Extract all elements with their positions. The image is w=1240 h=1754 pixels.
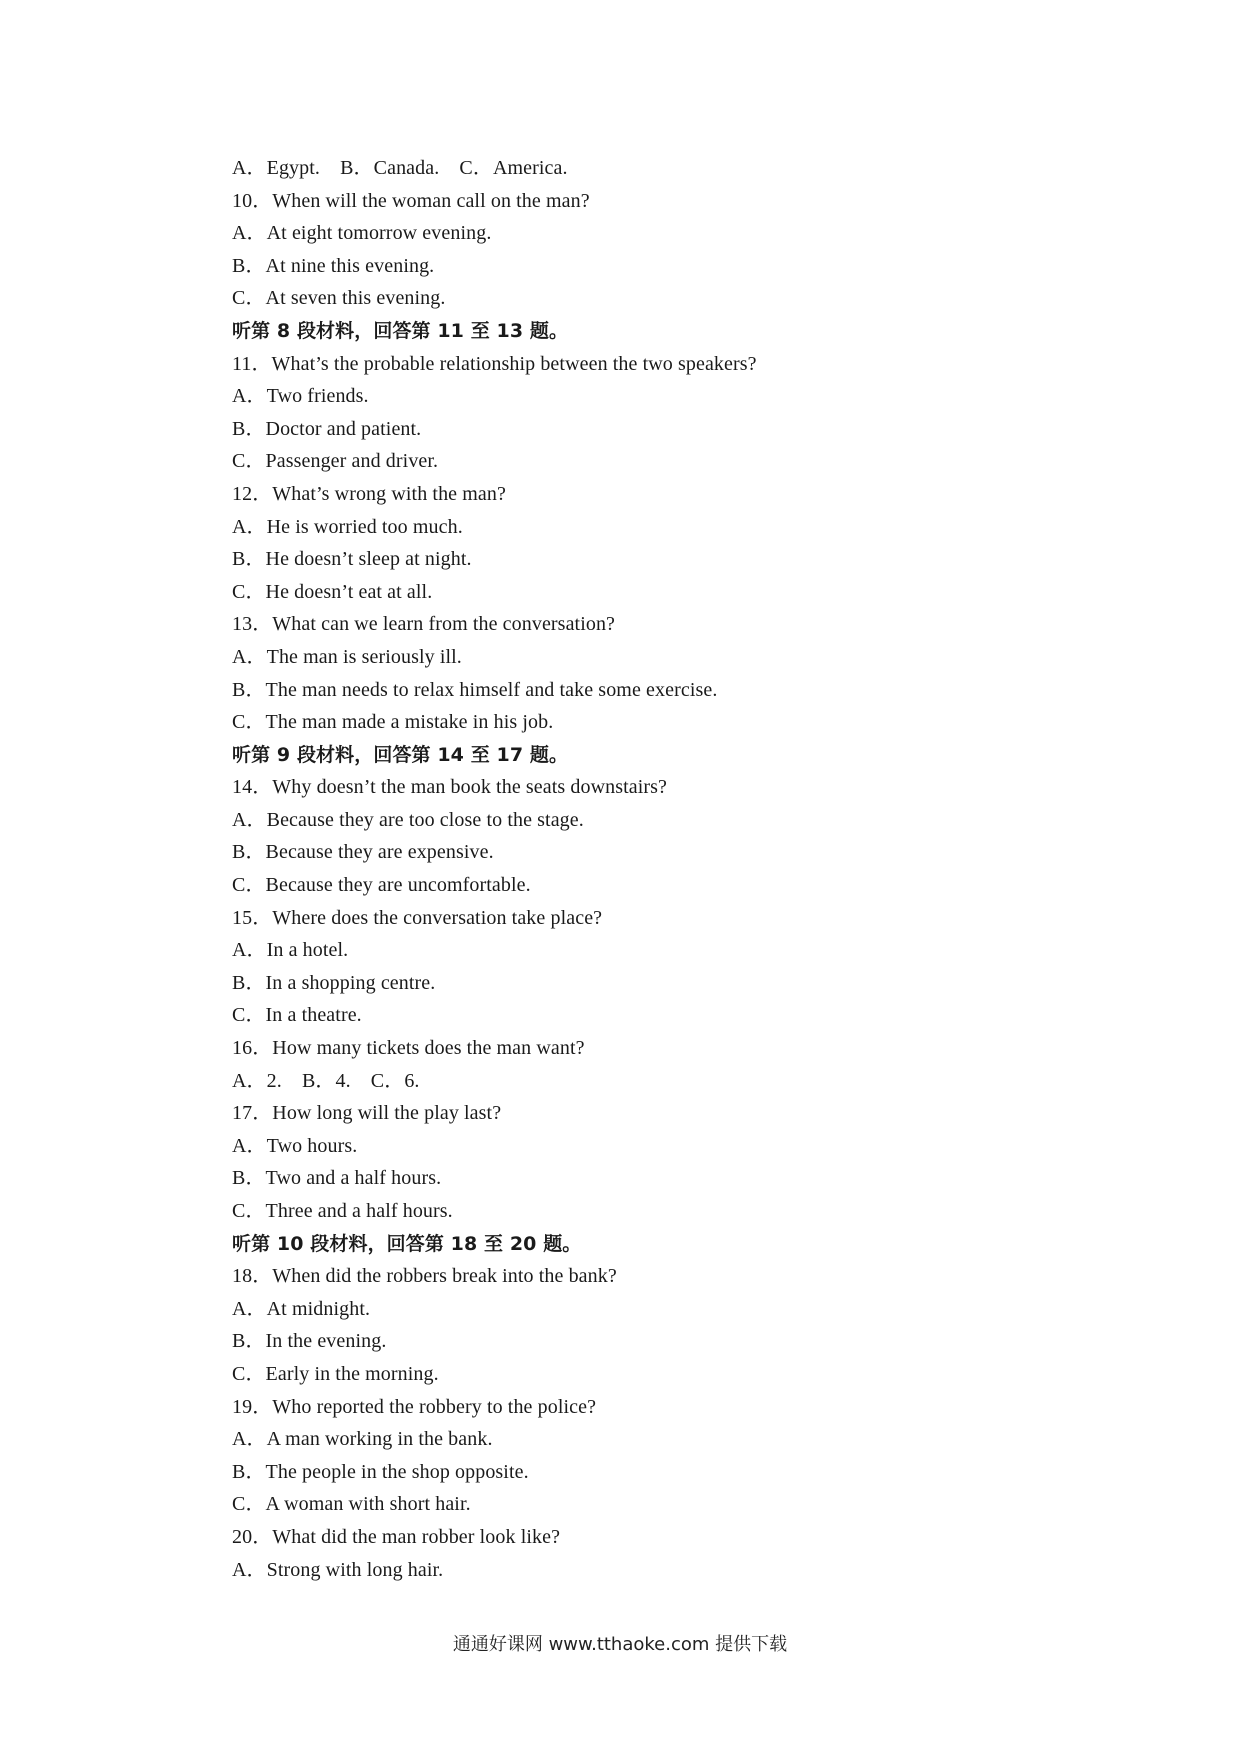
question-text: 18．When did the robbers break into the bank? bbox=[232, 1265, 617, 1288]
answer-option: A．Two friends. bbox=[232, 385, 369, 408]
answer-option: B．He doesn’t sleep at night. bbox=[232, 548, 472, 571]
answer-option: C．The man made a mistake in his job. bbox=[232, 711, 554, 734]
exam-page bbox=[232, 152, 1152, 1586]
answer-option: B．In a shopping centre. bbox=[232, 971, 436, 994]
answer-option: C．Three and a half hours. bbox=[232, 1200, 453, 1222]
answer-option: B．Two and a half hours. bbox=[232, 1167, 442, 1190]
section-heading: 听第 10 段材料，回答第 18 至 20 题。 bbox=[232, 1232, 582, 1255]
section-heading: 听第 9 段材料，回答第 14 至 17 题。 bbox=[232, 743, 569, 766]
answer-option: A．He is worried too much. bbox=[232, 515, 463, 538]
footer-watermark: 通通好课网 www.tthaoke.com 提供下载 bbox=[452, 1634, 788, 1655]
answer-option: C．Because they are uncomfortable. bbox=[232, 874, 531, 897]
answer-option: A．A man working in the bank. bbox=[232, 1428, 493, 1451]
answer-option: C．A woman with short hair. bbox=[232, 1493, 471, 1516]
answer-option: C．He doesn’t eat at all. bbox=[232, 580, 433, 603]
answer-option: A．In a hotel. bbox=[232, 939, 349, 962]
question-text: 11．What’s the probable relationship between the two speakers? bbox=[232, 352, 757, 375]
question-list bbox=[232, 152, 1152, 1586]
answer-option: B．The people in the shop opposite. bbox=[232, 1460, 529, 1483]
answer-option: A．Because they are too close to the stage. bbox=[232, 808, 584, 831]
question-text: 13．What can we learn from the conversation? bbox=[232, 613, 616, 636]
answer-option: B．At nine this evening. bbox=[232, 254, 435, 277]
answer-option: C．At seven this evening. bbox=[232, 287, 446, 310]
answer-option: B．Doctor and patient. bbox=[232, 417, 422, 440]
question-text: 12．What’s wrong with the man? bbox=[232, 482, 506, 505]
answer-option: A．Egypt. B．Canada. C．America. bbox=[232, 157, 568, 179]
answer-option: C．Passenger and driver. bbox=[232, 450, 439, 473]
question-text: 20．What did the man robber look like? bbox=[232, 1525, 561, 1548]
answer-option: B．In the evening. bbox=[232, 1330, 387, 1353]
section-heading: 听第 8 段材料，回答第 11 至 13 题。 bbox=[232, 319, 569, 342]
answer-option: A．Two hours. bbox=[232, 1134, 358, 1157]
question-text: 16．How many tickets does the man want? bbox=[232, 1037, 585, 1060]
answer-option: B．The man needs to relax himself and take some exercise. bbox=[232, 678, 718, 701]
answer-option: A．At midnight. bbox=[232, 1297, 371, 1320]
answer-option: A．Strong with long hair. bbox=[232, 1558, 444, 1581]
question-text: 10．When will the woman call on the man? bbox=[232, 189, 590, 212]
question-text: 14．Why doesn’t the man book the seats downstairs? bbox=[232, 776, 668, 799]
answer-option: C．In a theatre. bbox=[232, 1004, 362, 1027]
answer-option: A．At eight tomorrow evening. bbox=[232, 222, 492, 245]
question-text: 19．Who reported the robbery to the police? bbox=[232, 1395, 597, 1418]
answer-option: C．Early in the morning. bbox=[232, 1362, 439, 1385]
question-text: 17．How long will the play last? bbox=[232, 1102, 502, 1125]
question-text: 15．Where does the conversation take place? bbox=[232, 906, 603, 929]
answer-option: A．2. B．4. C．6. bbox=[232, 1069, 420, 1092]
answer-option: A．The man is seriously ill. bbox=[232, 645, 462, 668]
answer-option: B．Because they are expensive. bbox=[232, 841, 494, 864]
